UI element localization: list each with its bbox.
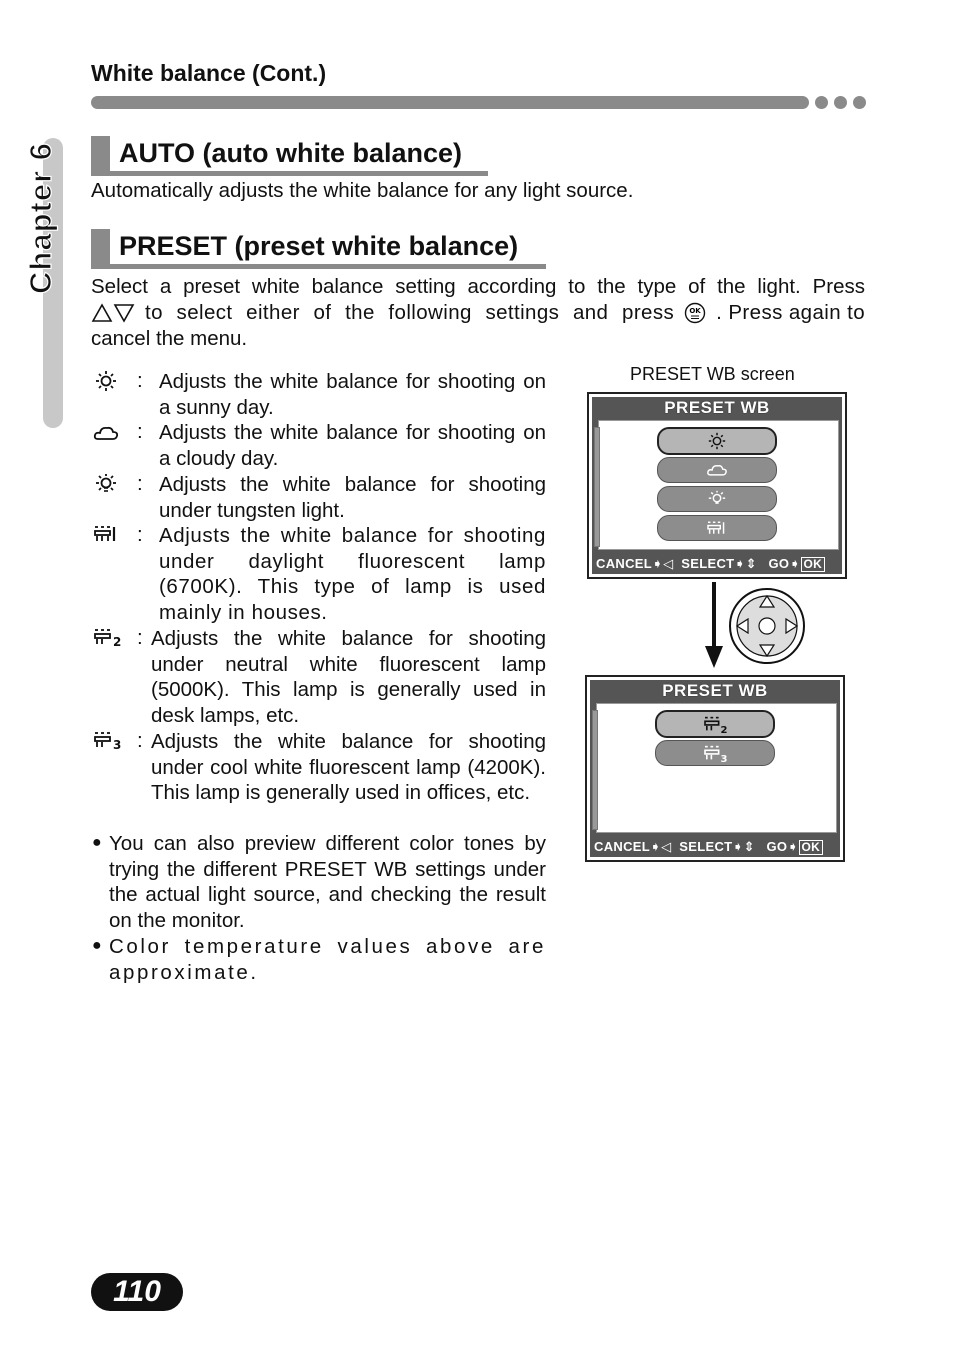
setting-sunny-text: Adjusts the white balance for shooting on a sunny day. — [159, 370, 546, 419]
arrow-down-icon — [703, 582, 725, 670]
setting-fluorescent-2-text: Adjusts the white balance for shooting under neutral white fluorescent lamp (5000K). This lamp is generally used in desk lamps, etc. — [151, 627, 546, 727]
preset-intro-line-3: cancel the menu. — [91, 327, 248, 350]
preset-section-heading: PRESET (preset white balance) — [119, 231, 519, 261]
ok-button-icon — [684, 302, 706, 324]
fluorescent-3-icon — [93, 729, 122, 752]
auto-section-heading: AUTO (auto white balance) — [119, 138, 463, 168]
preset-section-heading-block — [91, 229, 546, 269]
svg-text:2: 2 — [113, 635, 122, 649]
setting-cloudy-text: Adjusts the white balance for shooting on a cloudy day. — [159, 421, 546, 470]
auto-section-heading-block — [91, 136, 488, 176]
svg-text:3: 3 — [720, 754, 728, 766]
preset-wb-screen-2 — [585, 675, 845, 862]
note-approx-text: Color temperature values above are approximate. — [109, 935, 546, 984]
fluorescent-2-icon — [702, 714, 728, 737]
auto-description: Automatically adjusts the white balance for any light source. — [91, 179, 634, 202]
screen-1-title: PRESET WB — [664, 398, 770, 417]
screen-2-footer: CANCEL➧◁ SELECT➧⇕ GO➧ OK — [590, 837, 840, 857]
settings-colon: : — [137, 523, 143, 546]
header-dot — [853, 96, 866, 109]
footer-go-label: GO — [766, 839, 788, 854]
cloud-icon — [93, 422, 119, 444]
setting-fluorescent-3-text: Adjusts the white balance for shooting under cool white fluorescent lamp (4200K). This lamp is generally used in offices, etc. — [151, 730, 546, 805]
screen-1-option-sun[interactable] — [657, 427, 777, 455]
footer-cancel-label: CANCEL — [596, 556, 652, 571]
screen-2-option-fluorescent-2[interactable] — [655, 710, 775, 738]
settings-colon: : — [137, 420, 143, 443]
footer-go-label: GO — [768, 556, 790, 571]
note-bullet: ● — [92, 937, 102, 954]
fluorescent-1-icon — [705, 519, 729, 537]
header-rule — [91, 96, 809, 109]
arrow-pad-icon — [728, 587, 806, 665]
preset-intro-line-2b: . Press again to — [716, 301, 865, 324]
note-bullet: ● — [92, 834, 102, 851]
header-dot — [815, 96, 828, 109]
cloud-icon — [705, 461, 729, 479]
settings-colon: : — [137, 729, 143, 752]
settings-colon: : — [137, 369, 143, 392]
setting-tungsten-text: Adjusts the white balance for shooting under tungsten light. — [159, 473, 546, 522]
screen-1-footer: CANCEL➧◁ SELECT➧⇕ GO➧ OK — [592, 554, 842, 574]
sun-icon — [706, 432, 728, 450]
preset-intro-line-2 — [91, 300, 865, 326]
svg-text:3: 3 — [113, 738, 122, 752]
preset-intro-line-2a: to select either of the following settings and press — [145, 301, 675, 324]
chapter-label: Chapter 6 — [23, 142, 58, 294]
tungsten-bulb-icon — [93, 473, 119, 495]
fluorescent-1-icon — [93, 523, 119, 545]
fluorescent-3-icon — [702, 743, 728, 766]
screen-caption: PRESET WB screen — [630, 364, 795, 384]
footer-ok-label: OK — [801, 557, 826, 572]
screen-2-option-fluorescent-3[interactable] — [655, 740, 775, 766]
fluorescent-2-icon — [93, 626, 122, 649]
svg-text:2: 2 — [720, 725, 728, 737]
sun-icon — [93, 370, 119, 392]
screen-1-option-cloud[interactable] — [657, 457, 777, 483]
footer-ok-label: OK — [799, 840, 824, 855]
settings-colon: : — [137, 472, 143, 495]
screen-1-option-tungsten[interactable] — [657, 486, 777, 512]
section-header-title: White balance (Cont.) — [91, 60, 327, 86]
header-dot — [834, 96, 847, 109]
screen-2-title: PRESET WB — [662, 681, 768, 700]
footer-select-label: SELECT — [679, 839, 733, 854]
screen-1-option-fluorescent-1[interactable] — [657, 515, 777, 541]
footer-cancel-label: CANCEL — [594, 839, 650, 854]
footer-select-label: SELECT — [681, 556, 735, 571]
settings-colon: : — [137, 626, 143, 649]
preset-wb-screen-1 — [587, 392, 847, 579]
preset-intro-line-1: Select a preset white balance setting according to the type of the light. Press — [91, 275, 865, 298]
up-down-arrow-icon — [91, 302, 135, 324]
tungsten-bulb-icon — [706, 490, 728, 508]
setting-fluorescent-1-text: Adjusts the white balance for shooting under daylight fluorescent lamp (6700K). This type of lamp is used mainly in houses. — [159, 524, 546, 624]
page-number: 110 — [91, 1273, 183, 1311]
note-preview-text: You can also preview different color tones by trying the different PRESET WB settings under the actual light source, and checking the result on the monitor. — [109, 832, 546, 932]
svg-text:OK: OK — [689, 307, 701, 315]
